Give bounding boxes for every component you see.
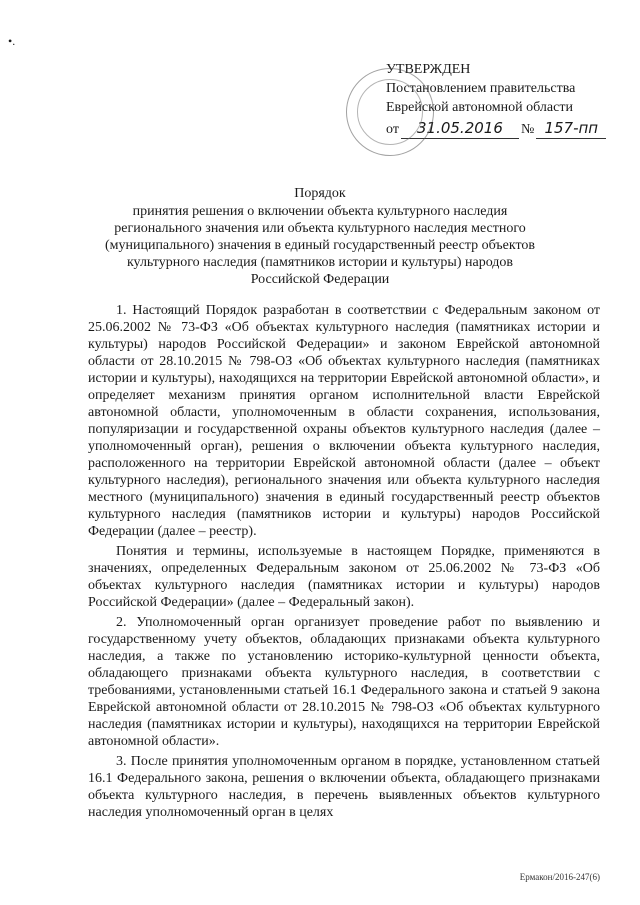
paragraph-1: 1. Настоящий Порядок разработан в соответствии с Федеральным законом от 25.06.2002 № 73-ФЗ «Об объектах культурного наследия (памятниках истории и культуры) народов Российской Федерации» и законом Еврейской автономной области от 28.10.2015 № 798-ОЗ «Об объектах культурного наследия (памятниках истории и культуры), находящихся на территории Еврейской автономной области», и определяет механизм принятия органом исполнительной власти Еврейской автономной области, уполномоченным в области сохранения, использования, популяризации и государственной охраны объектов культурного наследия (далее – уполномоченный орган), решения о включении объекта культурного наследия, расположенного на территории Еврейской автономной области (далее – объект культурного наследия), регионального значения или объекта культурного наследия местного (муниципального) значения в единый государственный реестр объектов культурного наследия (памятников истории и культуры) народов Российской Федерации (далее – реестр). xyxy=(88,303,600,539)
approval-line-2: Еврейской автономной области xyxy=(386,100,573,115)
paragraph-3: 2. Уполномоченный орган организует проведение работ по выявлению и государственному учету объектов, обладающих признаками объекта культурного наследия, а также по установлению историко-культурной ценности объекта, обладающего признаками объекта культурного наследия, в соответствии с требованиями, установленными статьей 16.1 Федерального закона и статьей 9 закона Еврейской автономной области от 28.10.2015 № 798-ОЗ «Об объектах культурного наследия (памятниках истории и культуры), находящихся на территории Еврейской автономной области». xyxy=(88,615,600,749)
handwritten-date: 31.05.2016 xyxy=(401,119,519,139)
approval-line-1: Постановлением правительства xyxy=(386,81,576,96)
approval-block xyxy=(386,60,636,139)
handwritten-number: 157-пп xyxy=(536,119,606,139)
title-line: (муниципального) значения в единый государственный реестр объектов xyxy=(104,238,536,253)
date-prefix: от xyxy=(386,122,399,137)
title-main: Порядок xyxy=(294,186,346,201)
footer-code: Ермакон/2016-247(6) xyxy=(519,872,600,882)
title-line: культурного наследия (памятников истории и культуры) народов xyxy=(126,255,514,270)
number-prefix: № xyxy=(520,122,535,137)
title-line: принятия решения о включении объекта культурного наследия xyxy=(132,204,508,219)
paragraph-2: Понятия и термины, используемые в настоящем Порядке, применяются в значениях, определенных Федеральным законом от 25.06.2002 № 73-ФЗ «Об объектах культурного наследия (памятниках истории и культуры) народов Российской Федерации» (далее – Федеральный закон). xyxy=(88,544,600,610)
title-line: регионального значения или объекта культурного наследия местного xyxy=(114,221,526,236)
title-line: Российской Федерации xyxy=(250,272,390,287)
document-title xyxy=(90,185,550,288)
official-stamp xyxy=(346,68,434,156)
approval-heading: УТВЕРЖДЕН xyxy=(386,62,471,77)
document-body xyxy=(88,302,600,824)
paragraph-4: 3. После принятия уполномоченным органом в порядке, установленном статьей 16.1 Федерального закона, решения о включении объекта, обладающего признаками объекта культурного наследия, в перечень выявленных объектов культурного наследия уполномоченный орган в целях xyxy=(88,754,600,820)
corner-mark: •. xyxy=(8,34,16,48)
